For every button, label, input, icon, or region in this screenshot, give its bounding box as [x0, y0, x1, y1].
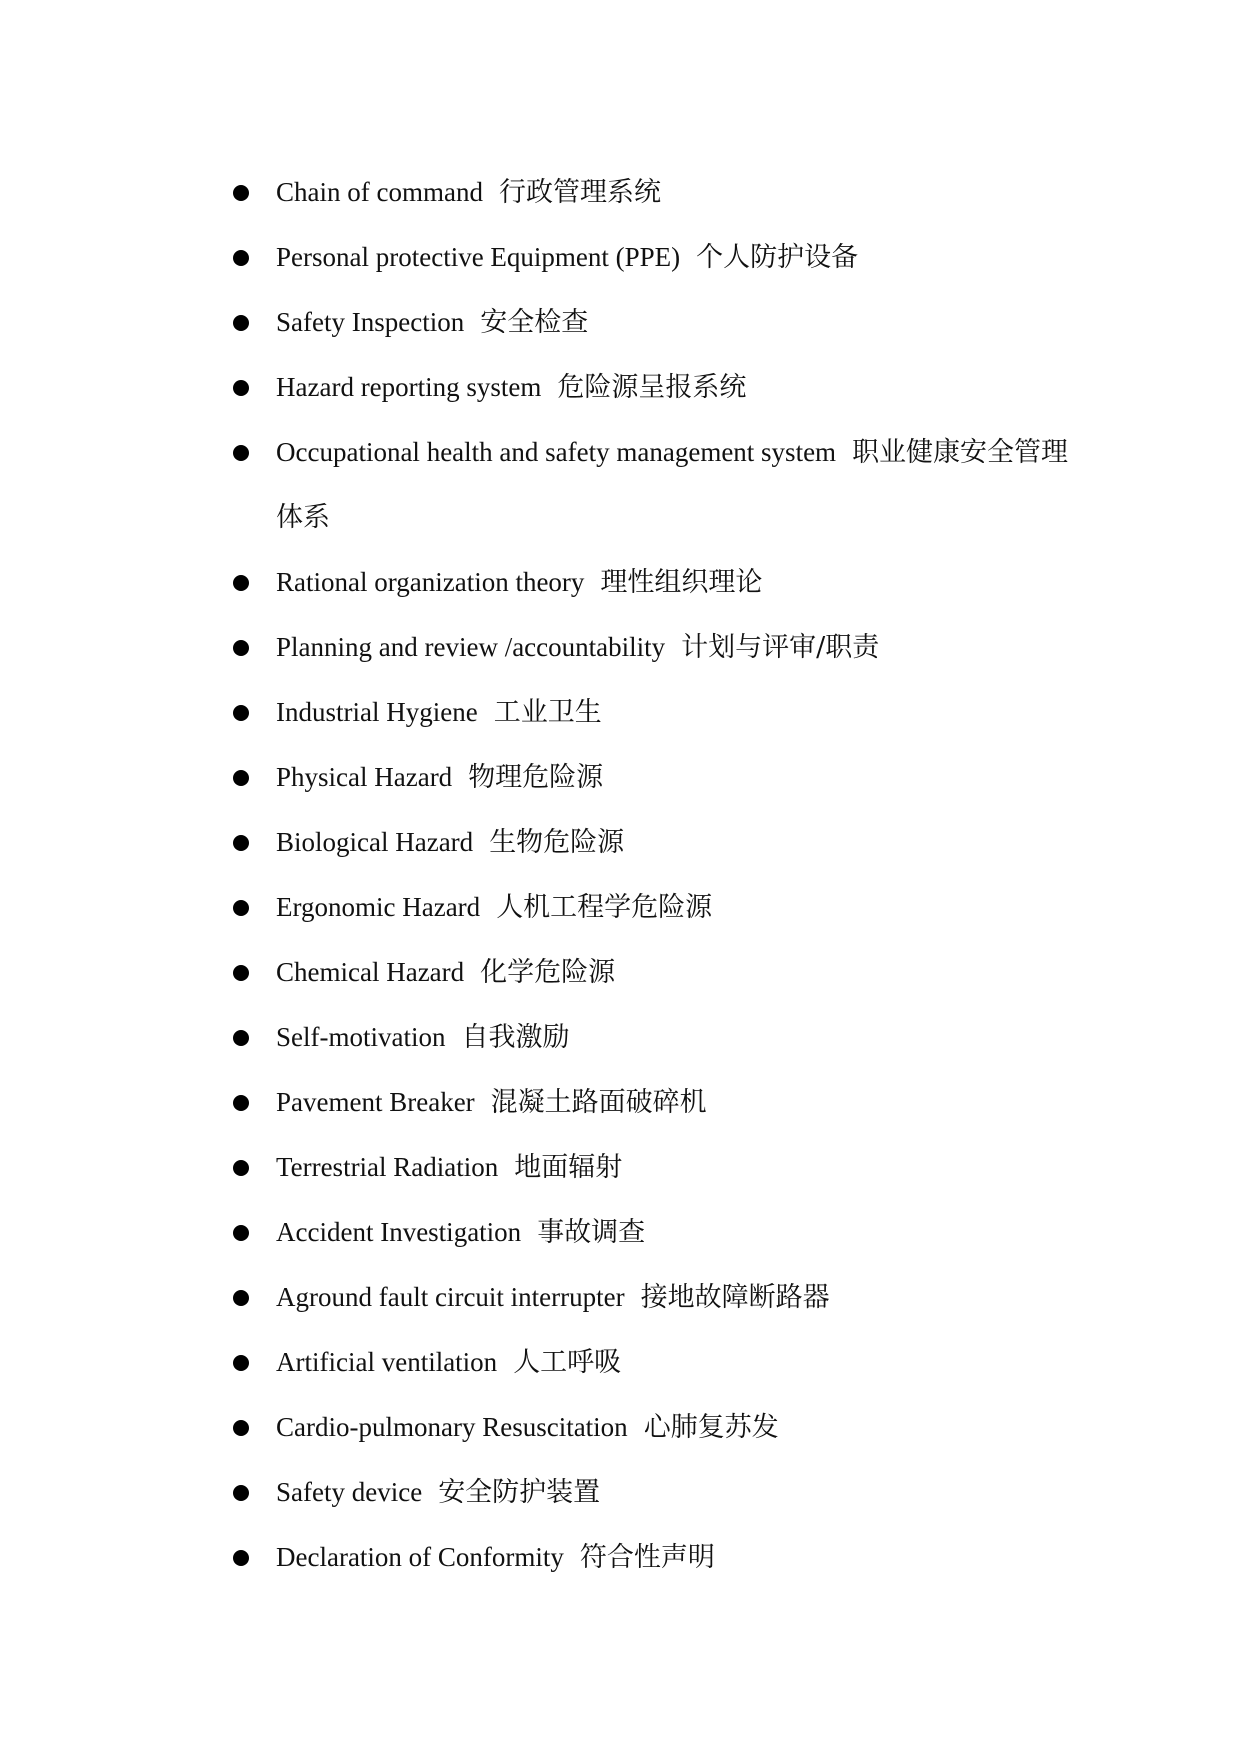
term-chinese: 地面辐射: [514, 1152, 623, 1183]
bullet-icon: [233, 185, 249, 201]
list-item: [230, 810, 1070, 875]
list-item: [230, 940, 1070, 1005]
term-english: Rational organization theory: [276, 567, 585, 597]
list-item: [230, 1135, 1070, 1200]
bullet-icon: [233, 965, 249, 981]
term-chinese: 行政管理系统: [498, 177, 661, 208]
bullet-icon: [233, 640, 249, 656]
term-english: Chain of command: [276, 177, 483, 207]
list-item: [230, 1330, 1070, 1395]
term-english: Terrestrial Radiation: [276, 1152, 499, 1182]
bullet-icon: [233, 575, 249, 591]
term-chinese: 混凝土路面破碎机: [490, 1087, 707, 1118]
term-chinese: 符合性声明: [579, 1542, 715, 1573]
term-chinese: 个人防护设备: [696, 242, 859, 273]
term-english: Planning and review /accountability: [276, 632, 666, 662]
list-item: [230, 355, 1070, 420]
term-english: Personal protective Equipment (PPE): [276, 242, 681, 272]
bullet-icon: [233, 1485, 249, 1501]
list-item: [230, 680, 1070, 745]
list-item: [230, 1070, 1070, 1135]
term-english: Ergonomic Hazard: [276, 892, 481, 922]
bullet-icon: [233, 1095, 249, 1111]
term-chinese: 接地故障断路器: [640, 1282, 830, 1313]
bullet-icon: [233, 380, 249, 396]
bullet-icon: [233, 1420, 249, 1436]
term-chinese: 安全防护装置: [438, 1477, 601, 1508]
list-item: [230, 1525, 1070, 1590]
term-english: Cardio-pulmonary Resuscitation: [276, 1412, 628, 1442]
term-chinese: 计划与评审/职责: [681, 632, 880, 663]
bullet-icon: [233, 835, 249, 851]
bullet-icon: [233, 705, 249, 721]
list-item: [230, 1200, 1070, 1265]
term-english: Self-motivation: [276, 1022, 446, 1052]
list-item: [230, 1460, 1070, 1525]
term-chinese: 工业卫生: [493, 697, 602, 728]
term-english: Artificial ventilation: [276, 1347, 498, 1377]
list-item: [230, 290, 1070, 355]
list-item: [230, 875, 1070, 940]
term-english: Accident Investigation: [276, 1217, 522, 1247]
term-chinese: 物理危险源: [468, 762, 604, 793]
list-item: [230, 225, 1070, 290]
bullet-icon: [233, 1030, 249, 1046]
list-item: [230, 745, 1070, 810]
list-item: [230, 1005, 1070, 1070]
term-english: Safety Inspection: [276, 307, 465, 337]
term-english: Hazard reporting system: [276, 372, 542, 402]
term-english: Physical Hazard: [276, 762, 453, 792]
term-chinese: 生物危险源: [489, 827, 625, 858]
bullet-icon: [233, 1355, 249, 1371]
term-chinese: 安全检查: [480, 307, 589, 338]
term-english: Chemical Hazard: [276, 957, 465, 987]
term-english: Aground fault circuit interrupter: [276, 1282, 625, 1312]
term-chinese: 职业健康安全管理体系: [276, 437, 1069, 533]
bullet-icon: [233, 250, 249, 266]
term-chinese: 人机工程学危险源: [496, 892, 713, 923]
bullet-icon: [233, 770, 249, 786]
term-english: Safety device: [276, 1477, 423, 1507]
term-english: Biological Hazard: [276, 827, 474, 857]
term-english: Declaration of Conformity: [276, 1542, 564, 1572]
term-chinese: 心肺复苏发: [643, 1412, 779, 1443]
bullet-icon: [233, 1550, 249, 1566]
term-english: Pavement Breaker: [276, 1087, 475, 1117]
bullet-icon: [233, 1160, 249, 1176]
list-item: [230, 1395, 1070, 1460]
term-english: Industrial Hygiene: [276, 697, 478, 727]
bullet-icon: [233, 900, 249, 916]
term-chinese: 事故调查: [537, 1217, 646, 1248]
bullet-icon: [233, 1290, 249, 1306]
glossary-list: [230, 160, 1070, 1590]
term-chinese: 自我激励: [461, 1022, 570, 1053]
list-item: [230, 1265, 1070, 1330]
term-chinese: 化学危险源: [480, 957, 616, 988]
list-item: [230, 550, 1070, 615]
list-item: [230, 420, 1076, 550]
bullet-icon: [233, 445, 249, 461]
term-english: Occupational health and safety management system: [276, 437, 837, 467]
bullet-icon: [233, 1225, 249, 1241]
bullet-icon: [233, 315, 249, 331]
term-chinese: 人工呼吸: [513, 1347, 622, 1378]
term-chinese: 理性组织理论: [600, 567, 763, 598]
list-item: [230, 160, 1070, 225]
term-chinese: 危险源呈报系统: [557, 372, 747, 403]
list-item: [230, 615, 1070, 680]
